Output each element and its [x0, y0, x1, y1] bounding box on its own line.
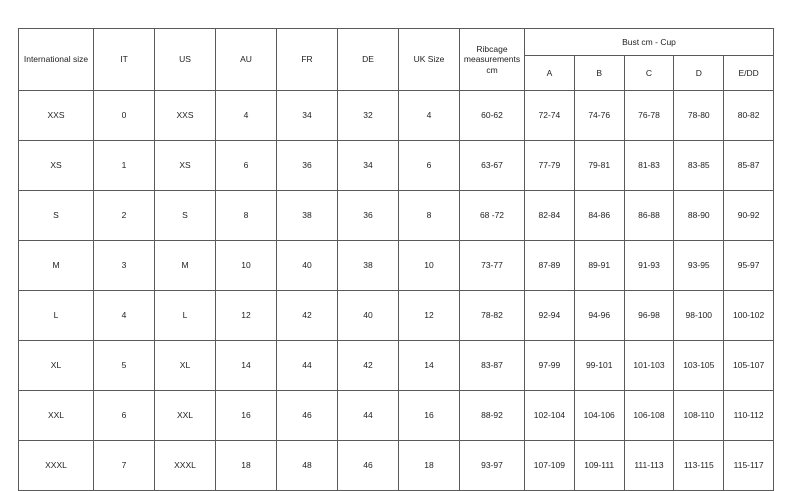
- cell-ribcage: 60-62: [460, 91, 525, 141]
- cell-it: 4: [94, 291, 155, 341]
- column-header-ribcage-measurements: Ribcage measurements cm: [460, 29, 525, 91]
- cell-cup-b: 99-101: [574, 341, 624, 391]
- cell-cup-c: 101-103: [624, 341, 674, 391]
- cell-us: XXL: [155, 391, 216, 441]
- cell-it: 6: [94, 391, 155, 441]
- cell-us: XXS: [155, 91, 216, 141]
- column-header-it: IT: [94, 29, 155, 91]
- cell-ribcage: 78-82: [460, 291, 525, 341]
- cell-uk: 10: [399, 241, 460, 291]
- cell-cup-d: 88-90: [674, 191, 724, 241]
- cell-cup-d: 113-115: [674, 441, 724, 491]
- cell-uk: 6: [399, 141, 460, 191]
- cell-de: 46: [338, 441, 399, 491]
- column-header-cup-d: D: [674, 56, 724, 91]
- cell-cup-edd: 95-97: [724, 241, 774, 291]
- cell-au: 18: [216, 441, 277, 491]
- cell-cup-d: 78-80: [674, 91, 724, 141]
- cell-cup-c: 76-78: [624, 91, 674, 141]
- cell-us: S: [155, 191, 216, 241]
- cell-cup-d: 83-85: [674, 141, 724, 191]
- cell-cup-edd: 90-92: [724, 191, 774, 241]
- cell-cup-c: 111-113: [624, 441, 674, 491]
- cell-fr: 46: [277, 391, 338, 441]
- cell-cup-b: 89-91: [574, 241, 624, 291]
- table-row: [19, 291, 774, 341]
- cell-cup-a: 77-79: [525, 141, 575, 191]
- cell-international-size: L: [19, 291, 94, 341]
- cell-international-size: S: [19, 191, 94, 241]
- cell-cup-c: 106-108: [624, 391, 674, 441]
- cell-uk: 16: [399, 391, 460, 441]
- table-header: [19, 29, 774, 91]
- cell-cup-a: 92-94: [525, 291, 575, 341]
- cell-it: 5: [94, 341, 155, 391]
- cell-cup-a: 97-99: [525, 341, 575, 391]
- cell-us: XL: [155, 341, 216, 391]
- table-row: [19, 191, 774, 241]
- cell-au: 10: [216, 241, 277, 291]
- cell-ribcage: 68 -72: [460, 191, 525, 241]
- cell-fr: 40: [277, 241, 338, 291]
- cell-de: 44: [338, 391, 399, 441]
- cell-cup-b: 79-81: [574, 141, 624, 191]
- cell-uk: 18: [399, 441, 460, 491]
- cell-international-size: XL: [19, 341, 94, 391]
- cell-us: L: [155, 291, 216, 341]
- cell-cup-edd: 100-102: [724, 291, 774, 341]
- cell-international-size: XXXL: [19, 441, 94, 491]
- cell-fr: 42: [277, 291, 338, 341]
- cell-de: 42: [338, 341, 399, 391]
- cell-cup-c: 86-88: [624, 191, 674, 241]
- column-header-cup-edd: E/DD: [724, 56, 774, 91]
- cell-cup-d: 108-110: [674, 391, 724, 441]
- cell-au: 4: [216, 91, 277, 141]
- cell-fr: 36: [277, 141, 338, 191]
- column-header-au: AU: [216, 29, 277, 91]
- cell-cup-c: 96-98: [624, 291, 674, 341]
- table-body: [19, 91, 774, 491]
- cell-cup-b: 74-76: [574, 91, 624, 141]
- cell-de: 34: [338, 141, 399, 191]
- cell-international-size: XXS: [19, 91, 94, 141]
- cell-cup-b: 84-86: [574, 191, 624, 241]
- cell-cup-d: 93-95: [674, 241, 724, 291]
- cell-de: 32: [338, 91, 399, 141]
- cell-cup-d: 98-100: [674, 291, 724, 341]
- cell-fr: 48: [277, 441, 338, 491]
- cell-it: 0: [94, 91, 155, 141]
- cell-cup-c: 91-93: [624, 241, 674, 291]
- size-chart-table: [18, 28, 774, 491]
- table-header-row-primary: [19, 29, 774, 56]
- cell-au: 14: [216, 341, 277, 391]
- column-header-international-size: International size: [19, 29, 94, 91]
- cell-cup-a: 82-84: [525, 191, 575, 241]
- cell-fr: 38: [277, 191, 338, 241]
- table-row: [19, 341, 774, 391]
- cell-cup-b: 104-106: [574, 391, 624, 441]
- cell-international-size: M: [19, 241, 94, 291]
- column-header-cup-c: C: [624, 56, 674, 91]
- column-header-cup-b: B: [574, 56, 624, 91]
- cell-au: 12: [216, 291, 277, 341]
- table-row: [19, 241, 774, 291]
- cell-ribcage: 88-92: [460, 391, 525, 441]
- cell-it: 7: [94, 441, 155, 491]
- column-header-uk-size: UK Size: [399, 29, 460, 91]
- cell-uk: 4: [399, 91, 460, 141]
- cell-cup-d: 103-105: [674, 341, 724, 391]
- cell-ribcage: 63-67: [460, 141, 525, 191]
- cell-ribcage: 93-97: [460, 441, 525, 491]
- cell-de: 40: [338, 291, 399, 341]
- cell-au: 16: [216, 391, 277, 441]
- cell-de: 36: [338, 191, 399, 241]
- cell-cup-edd: 110-112: [724, 391, 774, 441]
- cell-cup-c: 81-83: [624, 141, 674, 191]
- cell-us: XXXL: [155, 441, 216, 491]
- cell-cup-a: 87-89: [525, 241, 575, 291]
- cell-it: 3: [94, 241, 155, 291]
- cell-us: M: [155, 241, 216, 291]
- cell-us: XS: [155, 141, 216, 191]
- cell-cup-edd: 85-87: [724, 141, 774, 191]
- cell-fr: 44: [277, 341, 338, 391]
- cell-uk: 14: [399, 341, 460, 391]
- column-header-de: DE: [338, 29, 399, 91]
- cell-it: 2: [94, 191, 155, 241]
- column-header-bust-cup-group: Bust cm - Cup: [525, 29, 774, 56]
- cell-ribcage: 73-77: [460, 241, 525, 291]
- table-row: [19, 441, 774, 491]
- cell-cup-edd: 115-117: [724, 441, 774, 491]
- cell-cup-edd: 80-82: [724, 91, 774, 141]
- cell-ribcage: 83-87: [460, 341, 525, 391]
- column-header-fr: FR: [277, 29, 338, 91]
- cell-uk: 12: [399, 291, 460, 341]
- cell-cup-a: 72-74: [525, 91, 575, 141]
- cell-international-size: XS: [19, 141, 94, 191]
- cell-cup-a: 107-109: [525, 441, 575, 491]
- table-row: [19, 91, 774, 141]
- cell-cup-edd: 105-107: [724, 341, 774, 391]
- cell-fr: 34: [277, 91, 338, 141]
- cell-au: 6: [216, 141, 277, 191]
- cell-de: 38: [338, 241, 399, 291]
- column-header-cup-a: A: [525, 56, 575, 91]
- cell-au: 8: [216, 191, 277, 241]
- cell-cup-b: 94-96: [574, 291, 624, 341]
- table-row: [19, 141, 774, 191]
- cell-cup-a: 102-104: [525, 391, 575, 441]
- cell-it: 1: [94, 141, 155, 191]
- table-row: [19, 391, 774, 441]
- cell-uk: 8: [399, 191, 460, 241]
- column-header-us: US: [155, 29, 216, 91]
- cell-international-size: XXL: [19, 391, 94, 441]
- cell-cup-b: 109-111: [574, 441, 624, 491]
